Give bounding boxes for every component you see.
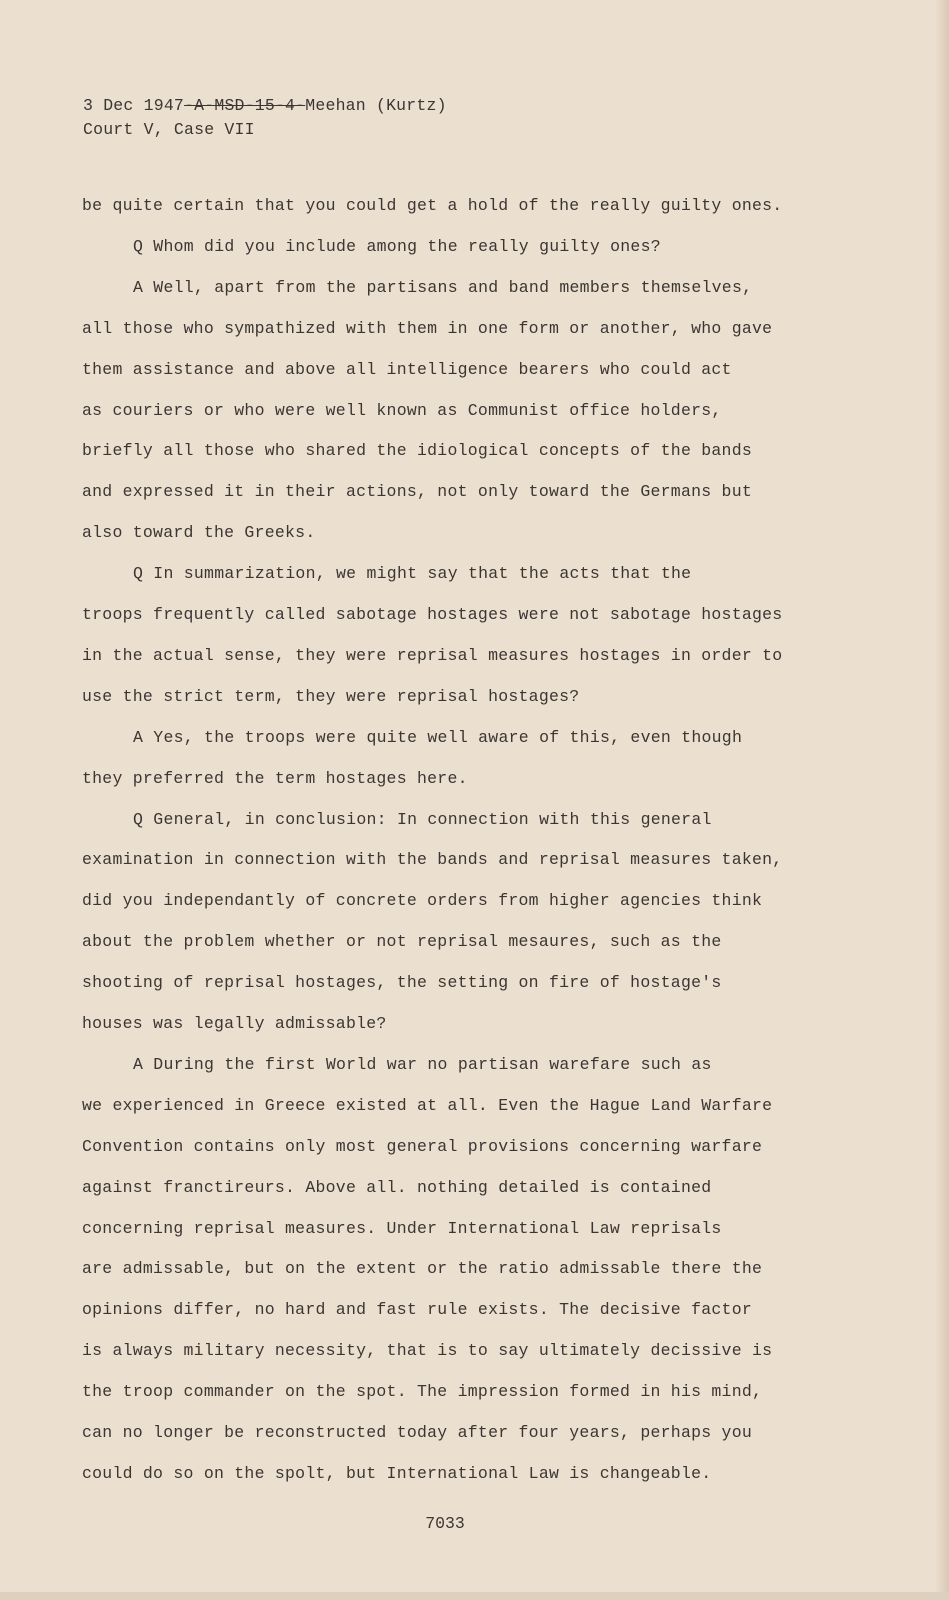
transcript-line: be quite certain that you could get a hold of the really guilty ones. xyxy=(82,196,783,215)
page-number: 7033 xyxy=(425,1514,465,1533)
header-struck-reference: -A-MSD-15-4- xyxy=(184,96,306,115)
transcript-line: could do so on the spolt, but International Law is changeable. xyxy=(82,1463,712,1483)
transcript-line: is always military necessity, that is to say ultimately decissive is xyxy=(82,1341,773,1361)
transcript-line: in the actual sense, they were reprisal measures hostages in order to xyxy=(82,645,783,665)
transcript-line: A During the first World war no partisan warefare such as xyxy=(133,1054,712,1074)
transcript-line: Q In summarization, we might say that the acts that the xyxy=(133,564,692,584)
transcript-line: opinions differ, no hard and fast rule exists. The decisive factor xyxy=(82,1300,753,1320)
transcript-line: also toward the Greeks. xyxy=(82,523,316,543)
transcript-line: shooting of reprisal hostages, the setting on fire of hostage's xyxy=(82,973,722,993)
transcript-line: they preferred the term hostages here. xyxy=(82,768,468,788)
transcript-line: did you independantly of concrete orders from higher agencies think xyxy=(82,891,763,911)
transcript-line: and expressed it in their actions, not only toward the Germans but xyxy=(82,482,753,502)
transcript-line: Q Whom did you include among the really guilty ones? xyxy=(133,236,661,256)
transcript-line: Convention contains only most general provisions concerning warfare xyxy=(82,1136,763,1156)
transcript-line: examination in connection with the bands and reprisal measures taken, xyxy=(82,850,783,870)
transcript-line: A Yes, the troops were quite well aware of this, even though xyxy=(133,727,743,747)
page-bottom-edge xyxy=(0,1592,949,1600)
transcript-line: are admissable, but on the extent or the ratio admissable there the xyxy=(82,1259,763,1279)
header-date: 3 Dec 1947 xyxy=(83,96,185,115)
transcript-line: troops frequently called sabotage hostages were not sabotage hostages xyxy=(82,605,783,624)
transcript-line: A Well, apart from the partisans and band members themselves, xyxy=(133,277,753,297)
header-reporter: Meehan (Kurtz) xyxy=(305,96,447,115)
transcript-line: houses was legally admissable? xyxy=(82,1014,387,1033)
transcript-line: against franctireurs. Above all. nothing detailed is contained xyxy=(82,1177,712,1197)
document-header xyxy=(83,94,447,142)
transcript-line: use the strict term, they were reprisal hostages? xyxy=(82,686,580,706)
transcript-line: as couriers or who were well known as Communist office holders, xyxy=(82,400,722,420)
transcript-line: we experienced in Greece existed at all. Even the Hague Land Warfare xyxy=(82,1095,773,1115)
header-line-2: Court V, Case VII xyxy=(83,120,255,139)
transcript-line: can no longer be reconstructed today after four years, perhaps you xyxy=(82,1423,753,1442)
transcript-line: about the problem whether or not reprisal mesaures, such as the xyxy=(82,932,722,952)
transcript-line: them assistance and above all intelligence bearers who could act xyxy=(82,359,732,379)
transcript-line: concerning reprisal measures. Under International Law reprisals xyxy=(82,1218,722,1238)
transcript-line: the troop commander on the spot. The impression formed in his mind, xyxy=(82,1382,763,1402)
header-line-1 xyxy=(83,94,447,118)
page-edge-shadow xyxy=(935,0,949,1600)
transcript-line: Q General, in conclusion: In connection with this general xyxy=(133,809,712,829)
transcript-line: briefly all those who shared the idiological concepts of the bands xyxy=(82,441,753,461)
transcript-line: all those who sympathized with them in one form or another, who gave xyxy=(82,318,773,338)
